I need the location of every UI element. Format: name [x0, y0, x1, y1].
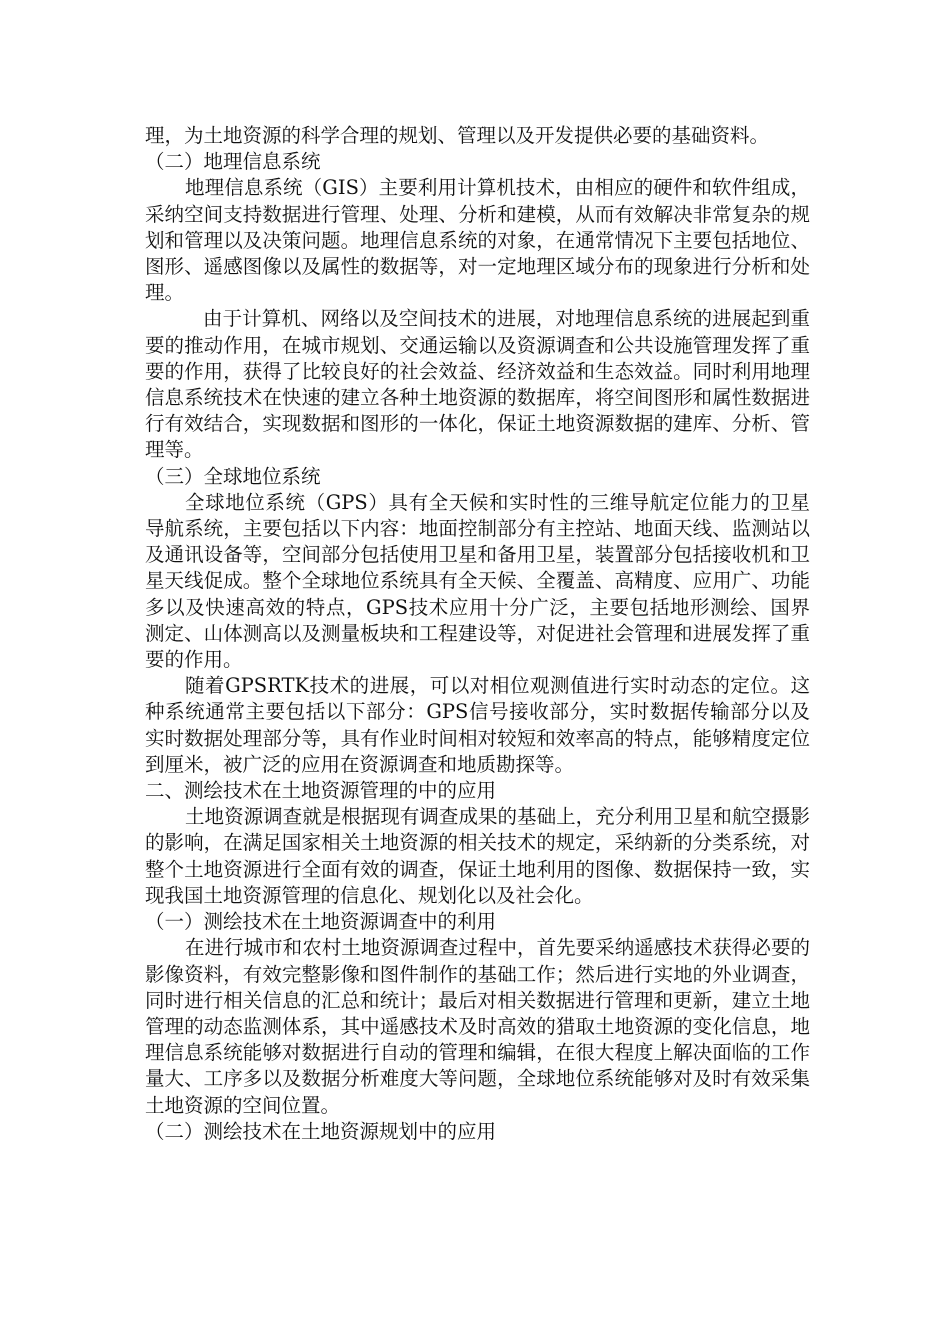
subsection-heading-gps: （三）全球地位系统	[145, 464, 321, 488]
paragraph-gis-development: 由于计算机、网络以及空间技术的进展，对地理信息系统的进展起到重要的推动作用，在城市规划、交通运输以及资源调查和公共设施管理发挥了重要的作用，获得了比较良好的社会效益、经济效益和生态效益。同时利用地理信息系统技术在快速的建立各种土地资源的数据库，将空间图形和属性数据进行有效结合，实现数据和图形的一体化，保证土地资源数据的建库、分析、管理等。	[145, 307, 810, 462]
paragraph-gps-definition: 全球地位系统（GPS）具有全天候和实时性的三维导航定位能力的卫星导航系统，主要包括以下内容：地面控制部分有主控站、地面天线、监测站以及通讯设备等，空间部分包括使用卫星和备用卫星，装置部分包括接收机和卫星天线促成。整个全球地位系统具有全天候、全覆盖、高精度、应用广、功能多以及快速高效的特点，GPS技术应用十分广泛，主要包括地形测绘、国界测定、山体测高以及测量板块和工程建设等，对促进社会管理和进展发挥了重要的作用。	[145, 490, 810, 672]
document-body	[145, 123, 810, 1145]
paragraph-survey-process: 在进行城市和农村土地资源调查过程中，首先要采纳遥感技术获得必要的影像资料，有效完整影像和图件制作的基础工作；然后进行实地的外业调查，同时进行相关信息的汇总和统计；最后对相关数据进行管理和更新，建立土地管理的动态监测体系，其中遥感技术及时高效的猎取土地资源的变化信息，地理信息系统能够对数据进行自动的管理和编辑，在很大程度上解决面临的工作量大、工序多以及数据分析难度大等问题，全球地位系统能够对及时有效采集土地资源的空间位置。	[145, 936, 810, 1117]
paragraph-gpsrtk: 随着GPSRTK技术的进展，可以对相位观测值进行实时动态的定位。这种系统通常主要包括以下部分：GPS信号接收部分，实时数据传输部分以及实时数据处理部分等，具有作业时间相对较短和效率高的特点，能够精度定位到厘米，被广泛的应用在资源调查和地质勘探等。	[145, 674, 810, 776]
subsection-heading-planning: （二）测绘技术在土地资源规划中的应用	[145, 1119, 497, 1143]
paragraph-land-survey: 土地资源调查就是根据现有调查成果的基础上，充分利用卫星和航空摄影的影响，在满足国家相关土地资源的相关技术的规定，采纳新的分类系统，对整个土地资源进行全面有效的调查，保证土地利用的图像、数据保持一致，实现我国土地资源管理的信息化、规划化以及社会化。	[145, 805, 810, 907]
section-heading-application: 二、测绘技术在土地资源管理的中的应用	[145, 779, 497, 803]
subsection-heading-survey-use: （一）测绘技术在土地资源调查中的利用	[145, 910, 497, 934]
subsection-heading-gis: （二）地理信息系统	[145, 150, 321, 174]
paragraph-gis-definition: 地理信息系统（GIS）主要利用计算机技术，由相应的硬件和软件组成，采纳空间支持数据进行管理、处理、分析和建模，从而有效解决非常复杂的规划和管理以及决策问题。地理信息系统的对象，在通常情况下主要包括地位、图形、遥感图像以及属性的数据等，对一定地理区域分布的现象进行分析和处理。	[145, 176, 810, 305]
paragraph-continuation: 理，为土地资源的科学合理的规划、管理以及开发提供必要的基础资料。	[145, 124, 770, 147]
